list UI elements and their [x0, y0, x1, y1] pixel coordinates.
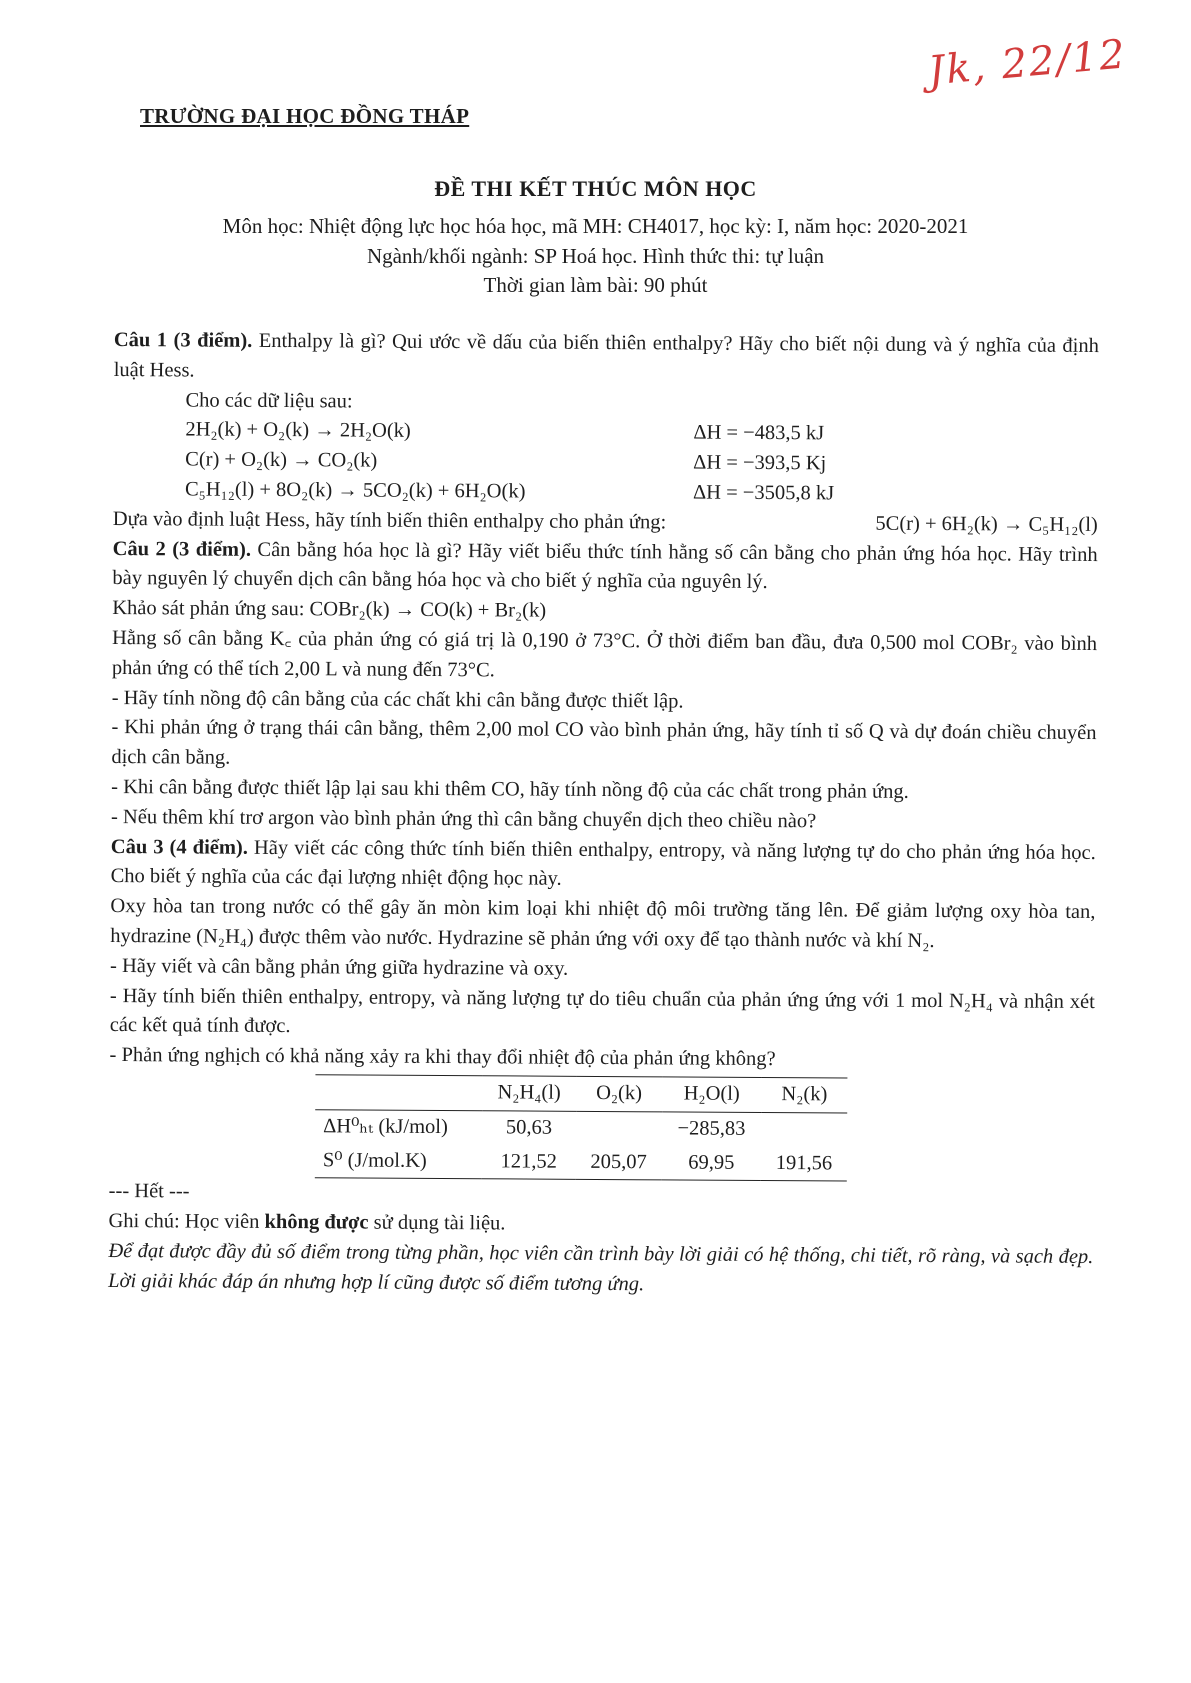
- table-cell: 205,07: [576, 1145, 662, 1180]
- question-1-label: Câu 1 (3 điểm).: [113, 328, 253, 352]
- table-cell: [576, 1111, 662, 1146]
- question-2-label: Câu 2 (3 điểm).: [112, 537, 252, 561]
- question-2-item: - Khi cân bằng được thiết lập lại sau khi thêm CO, hãy tính nồng độ của các chất trong phản ứng.: [111, 775, 909, 803]
- reaction-equation: C(r) + O₂(k) → CO₂(k): [185, 448, 378, 472]
- handwritten-signature: Jk, 22/12: [926, 31, 1129, 95]
- question-2-kc: Hằng số cân bằng K꜀ của phản ứng có giá trị là 0,190 ở 73°C. Ở thời điểm ban đầu, đưa 0,500 mol COBr₂ vào bình phản ứng có thể tích 2,00 L và nung đến 73°C.: [111, 626, 1098, 682]
- school-name: TRƯỜNG ĐẠI HỌC ĐỒNG THÁP: [140, 104, 470, 128]
- question-2-item: - Nếu thêm khí trơ argon vào bình phản ứng thì cân bằng chuyển dịch theo chiều nào?: [110, 805, 817, 833]
- question-3: [111, 833, 1096, 899]
- table-row: [315, 1144, 847, 1182]
- table-header: H₂O(l): [662, 1077, 762, 1112]
- question-3-item: - Phản ứng nghịch có khả năng xảy ra khi thay đổi nhiệt độ của phản ứng không?: [109, 1044, 776, 1071]
- question-3-intro: Oxy hòa tan trong nước có thể gây ăn mòn kim loại khi nhiệt độ môi trường tăng lên. Để giảm lượng oxy hòa tan, hydrazine (N₂H₄) được thêm vào nước. Hydrazine sẽ phản ứng với oxy để tạo thành nước và khí N₂.: [110, 895, 1096, 952]
- note-bold: không được: [264, 1211, 369, 1234]
- course-info: Môn học: Nhiệt động lực học hóa học, mã MH: CH4017, học kỳ: I, năm học: 2020-2021: [222, 214, 969, 238]
- question-3-text: Hãy viết các công thức tính biến thiên enthalpy, entropy, và năng lượng tự do cho phản ứng hóa học. Cho biết ý nghĩa của các đại lượng nhiệt động học này.: [110, 836, 1096, 891]
- table-cell: 50,63: [505, 1116, 553, 1139]
- table-row: [315, 1109, 847, 1147]
- reaction-equation: 2H₂(k) + O₂(k) → 2H₂O(k): [185, 418, 411, 443]
- question-2-item: - Hãy tính nồng độ cân bằng của các chất khi cân bằng được thiết lập.: [111, 686, 684, 713]
- hess-text: Dựa vào định luật Hess, hãy tính biến thiên enthalpy cho phản ứng:: [112, 507, 667, 534]
- table-cell: −285,83: [677, 1117, 746, 1140]
- table-header: N₂H₄(l): [482, 1076, 576, 1111]
- reaction-enthalpy: ΔH = −393,5 Kj: [693, 451, 827, 475]
- table-cell: ΔH⁰ₕₜ (kJ/mol): [323, 1115, 448, 1138]
- thermo-table: [315, 1074, 848, 1182]
- table-header: N₂(k): [761, 1077, 847, 1112]
- table-cell: 69,95: [661, 1146, 761, 1181]
- question-1: [114, 326, 1099, 392]
- table-cell: S⁰ (J/mol.K): [315, 1144, 482, 1179]
- reaction-enthalpy: ΔH = −483,5 kJ: [693, 421, 825, 445]
- grading-note: Để đạt được đầy đủ số điểm trong từng phần, học viên cần trình bày lời giải có hệ thống, chi tiết, rõ ràng, và sạch đẹp. Lời giải khác đáp án nhưng hợp lí cũng được số điểm tương ứng.: [108, 1239, 1094, 1295]
- question-2-text: Cân bằng hóa học là gì? Hãy viết biểu thức tính hằng số cân bằng cho phản ứng hóa học. Hãy trình bày nguyên lý chuyển dịch cân bằng hóa học và cho biết ý nghĩa của nguyên lý.: [112, 538, 1098, 594]
- end-marker: --- Hết ---: [108, 1180, 190, 1203]
- table-header: O₂(k): [576, 1076, 662, 1111]
- question-1-text: Enthalpy là gì? Qui ước về dấu của biến thiên enthalpy? Hãy cho biết nội dung và ý nghĩa của định luật Hess.: [113, 329, 1099, 382]
- major-info: Ngành/khối ngành: SP Hoá học. Hình thức thi: tự luận: [366, 244, 825, 268]
- reaction-enthalpy: ΔH = −3505,8 kJ: [692, 481, 835, 505]
- note-prefix: Ghi chú: Học viên: [108, 1210, 260, 1234]
- exam-title: ĐỀ THI KẾT THÚC MÔN HỌC: [434, 176, 757, 201]
- note-suffix: sử dụng tài liệu.: [373, 1211, 506, 1235]
- exam-body: [108, 326, 1099, 1302]
- table-header: [315, 1075, 482, 1111]
- question-3-item: - Hãy viết và cân bằng phản ứng giữa hydrazine và oxy.: [110, 954, 569, 980]
- question-2: [112, 535, 1097, 601]
- table-cell: 121,52: [482, 1145, 576, 1180]
- time-info: Thời gian làm bài: 90 phút: [483, 273, 708, 297]
- table-header-row: [315, 1075, 847, 1113]
- question-3-label: Câu 3 (4 điểm).: [110, 835, 248, 859]
- reaction-equation: C₅H₁₂(l) + 8O₂(k) → 5CO₂(k) + 6H₂O(k): [184, 478, 526, 503]
- question-2-item: - Khi phản ứng ở trạng thái cân bằng, thêm 2,00 mol CO vào bình phản ứng, hãy tính tỉ số Q và dự đoán chiều chuyển dịch cân bằng.: [111, 716, 1097, 769]
- thermo-table-wrap: [315, 1074, 848, 1182]
- table-cell: [761, 1112, 847, 1147]
- question-1-given: Cho các dữ liệu sau:: [185, 389, 353, 413]
- question-3-item: - Hãy tính biến thiên enthalpy, entropy, và năng lượng tự do tiêu chuẩn của phản ứng ứng với 1 mol N₂H₄ và nhận xét các kết quả tính được.: [109, 984, 1095, 1038]
- question-2-survey: Khảo sát phản ứng sau: COBr₂(k) → CO(k) + Br₂(k): [112, 597, 547, 622]
- hess-reaction: 5C(r) + 6H₂(k) → C₅H₁₂(l): [875, 512, 1098, 536]
- table-cell: 191,56: [761, 1146, 847, 1181]
